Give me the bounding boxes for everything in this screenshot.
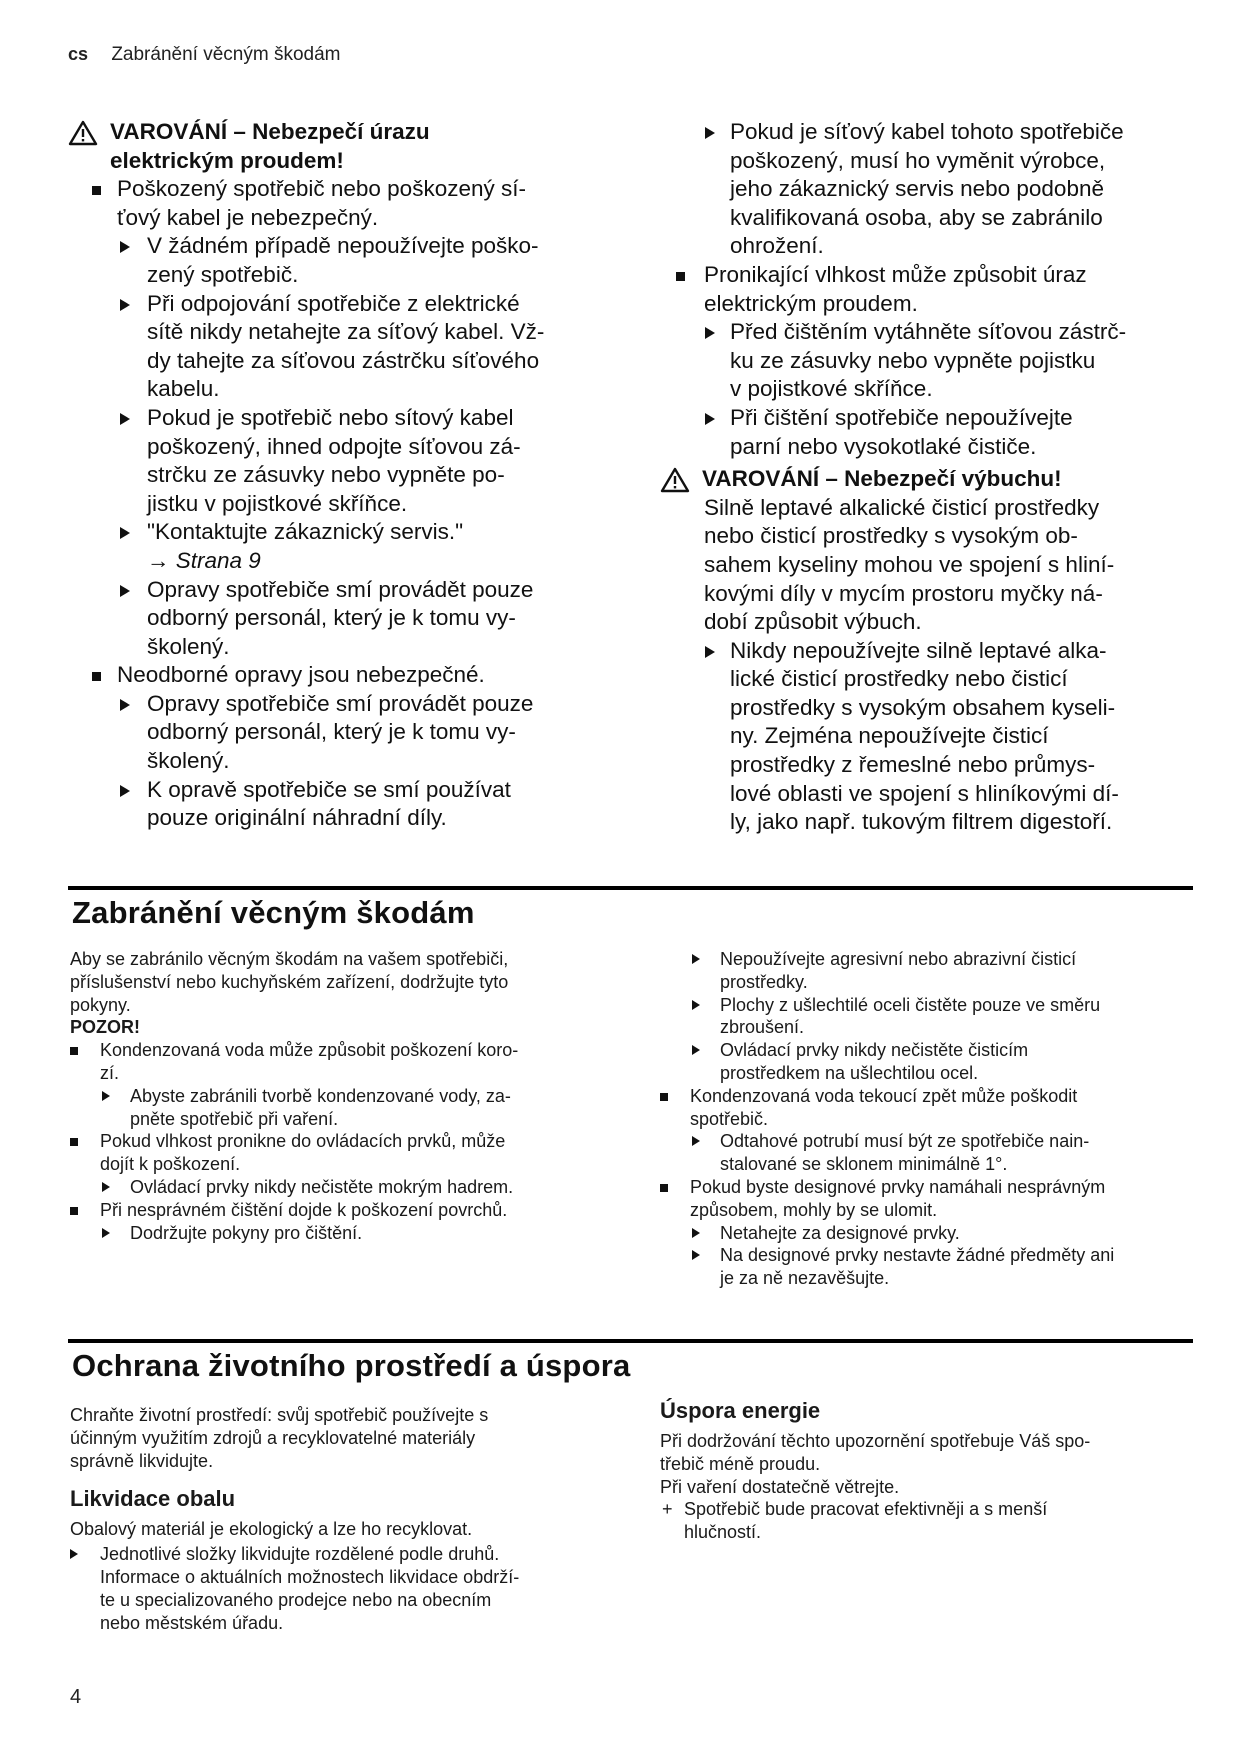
language-code: cs — [68, 44, 89, 64]
section-divider — [68, 1339, 1193, 1343]
damage-intro: Aby se zabránilo věcným škodám na vašem spotřebiči, příslušenství nebo kuchyňském zařízení, dodržujte tyto pokyny. — [70, 949, 509, 1015]
triangle-bullet-icon — [120, 527, 130, 539]
list-item: Poškozený spotřebič nebo poškozený sí- ťový kabel je nebezpečný. — [68, 175, 628, 232]
warning-explosion-body: Silně leptavé alkalické čisticí prostředky nebo čisticí prostředky s vysokým ob- sahem kyseliny mohou ve spojení s hliní- kovými díly v mycím prostoru myčky ná- dobí způsobit výbuch. — [704, 494, 1115, 635]
list-item: Pronikající vlhkost může způsobit úraz elektrickým proudem. — [680, 261, 1200, 318]
list-subitem: V žádném případě nepoužívejte poško- zený spotřebič. — [68, 232, 628, 289]
list-subitem: Při čištění spotřebiče nepoužívejte parní nebo vysokotlaké čističe. — [680, 404, 1200, 461]
square-bullet-icon — [660, 1184, 668, 1192]
list-item: Kondenzovaná voda může způsobit poškození koro- zí. — [70, 1039, 610, 1085]
caution-label: POZOR! — [70, 1017, 140, 1038]
plus-icon: + — [662, 1499, 673, 1520]
list-subitem: Nepoužívejte agresivní nebo abrazivní čisticí prostředky. — [660, 948, 1200, 994]
triangle-bullet-icon — [102, 1182, 110, 1192]
list-subitem: Pokud je síťový kabel tohoto spotřebiče poškozený, musí ho vyměnit výrobce, jeho zákaznický servis nebo podobně kvalifikovaná osoba, aby se zabránilo ohrožení. — [680, 118, 1200, 261]
page-reference-link[interactable] — [68, 547, 628, 576]
list-subitem: Opravy spotřebiče smí provádět pouze odborný personál, který je k tomu vy- školený. — [68, 576, 628, 662]
list-item: Pokud vlhkost pronikne do ovládacích prvků, může dojít k poškození. — [70, 1130, 610, 1176]
triangle-bullet-icon — [120, 413, 130, 425]
environment-intro: Chraňte životní prostředí: svůj spotřebič používejte s účinným využitím zdrojů a recyklovatelné materiály správně likvidujte. — [70, 1405, 489, 1471]
list-subitem: Netahejte za designové prvky. — [660, 1222, 1200, 1245]
energy-text: Při dodržování těchto upozornění spotřebuje Váš spo- třebič méně proudu. Při vaření dostatečně větrejte. — [660, 1431, 1091, 1497]
list-item: Pokud byste designové prvky namáhali nesprávným způsobem, mohly by se ulomit. — [660, 1176, 1200, 1222]
warning-triangle-icon — [68, 120, 98, 146]
triangle-bullet-icon — [692, 1250, 700, 1260]
list-subitem: Při odpojování spotřebiče z elektrické sítě nikdy netahejte za síťový kabel. Vž- dy tahejte za síťovou zástrčku síťového kabelu. — [68, 290, 628, 404]
list-item: Při nesprávném čištění dojde k poškození povrchů. — [70, 1199, 610, 1222]
list-subitem: Ovládací prvky nikdy nečistěte čisticím prostředkem na ušlechtilou ocel. — [660, 1039, 1200, 1085]
list-subitem: Na designové prvky nestavte žádné předměty ani je za ně nezavěšujte. — [660, 1244, 1200, 1290]
triangle-bullet-icon — [102, 1228, 110, 1238]
packaging-text: Obalový materiál je ekologický a lze ho recyklovat. — [70, 1519, 473, 1540]
triangle-bullet-icon — [692, 1045, 700, 1055]
list-subitem: K opravě spotřebiče se smí používat pouze originální náhradní díly. — [68, 776, 628, 833]
triangle-bullet-icon — [692, 954, 700, 964]
environment-left-column — [70, 1404, 610, 1634]
arrow-right-icon: → — [147, 547, 170, 573]
list-subitem: Odtahové potrubí musí být ze spotřebiče nain- stalované se sklonem minimálně 1°. — [660, 1130, 1200, 1176]
page-number: 4 — [70, 1686, 82, 1708]
list-item: Neodborné opravy jsou nebezpečné. — [68, 661, 628, 690]
triangle-bullet-icon — [120, 699, 130, 711]
list-subitem: Dodržujte pokyny pro čištění. — [70, 1222, 610, 1245]
list-item: Kondenzovaná voda tekoucí zpět může poškodit spotřebič. — [660, 1085, 1200, 1131]
triangle-bullet-icon — [705, 646, 715, 658]
list-subitem: Abyste zabránili tvorbě kondenzované vody, za- pněte spotřebič při vaření. — [70, 1085, 610, 1131]
square-bullet-icon — [70, 1207, 78, 1215]
section-heading-damage: Zabránění věcným škodám — [72, 895, 475, 930]
damage-left-column — [70, 948, 610, 1244]
square-bullet-icon — [70, 1138, 78, 1146]
list-subitem: Jednotlivé složky likvidujte rozdělené podle druhů. Informace o aktuálních možnostech likvidace obdrží- te u specializovaného prodejce nebo na obecním nebo městském úřadu. — [70, 1543, 610, 1634]
running-header — [68, 44, 340, 66]
list-subitem: Před čištěním vytáhněte síťovou zástrč- ku ze zásuvky nebo vypněte pojistku v pojistkové skříňce. — [680, 318, 1200, 404]
triangle-bullet-icon — [120, 241, 130, 253]
warning-electric-title: VAROVÁNÍ – Nebezpečí úrazu elektrickým proudem! — [68, 118, 628, 175]
triangle-bullet-icon — [70, 1549, 78, 1559]
square-bullet-icon — [676, 272, 685, 281]
triangle-bullet-icon — [102, 1091, 110, 1101]
running-section-title: Zabránění věcným škodám — [111, 44, 341, 65]
square-bullet-icon — [92, 672, 101, 681]
section-divider — [68, 886, 1193, 890]
list-subitem: Nikdy nepoužívejte silně leptavé alka- lické čisticí prostředky nebo čisticí prostředky s vysokým obsahem kyseli- ny. Zejména nepoužívejte čisticí prostředky z řemeslné nebo průmys- lové oblasti ve spojení s hliníkovými dí- ly, jako např. tukovým filtrem digestoří. — [680, 637, 1200, 837]
warning-explosion-title: VAROVÁNÍ – Nebezpečí výbuchu! — [660, 465, 1200, 494]
triangle-bullet-icon — [705, 413, 715, 425]
triangle-bullet-icon — [692, 1000, 700, 1010]
square-bullet-icon — [70, 1047, 78, 1055]
list-subitem: "Kontaktujte zákaznický servis." — [68, 518, 628, 547]
list-subitem: Ovládací prvky nikdy nečistěte mokrým hadrem. — [70, 1176, 610, 1199]
triangle-bullet-icon — [692, 1228, 700, 1238]
triangle-bullet-icon — [120, 585, 130, 597]
triangle-bullet-icon — [705, 327, 715, 339]
square-bullet-icon — [92, 186, 101, 195]
subheading-packaging: Likvidace obalu — [70, 1486, 236, 1512]
section-heading-environment: Ochrana životního prostředí a úspora — [72, 1348, 631, 1383]
damage-right-column — [660, 948, 1200, 1290]
warning-electric-left — [68, 118, 628, 833]
triangle-bullet-icon — [692, 1136, 700, 1146]
warning-triangle-icon — [660, 467, 690, 493]
triangle-bullet-icon — [120, 785, 130, 797]
warning-electric-right — [680, 118, 1200, 837]
list-subitem: Opravy spotřebiče smí provádět pouze odborný personál, který je k tomu vy- školený. — [68, 690, 628, 776]
page-reference-label[interactable]: Strana 9 — [175, 547, 261, 573]
subheading-energy: Úspora energie — [660, 1398, 821, 1423]
list-subitem: Pokud je spotřebič nebo sítový kabel poškozený, ihned odpojte síťovou zá- strčku ze zásuvky nebo vypněte po- jistku v pojistkové skříňce. — [68, 404, 628, 518]
list-subitem: Plochy z ušlechtilé oceli čistěte pouze ve směru zbroušení. — [660, 994, 1200, 1040]
result-item: + Spotřebič bude pracovat efektivněji a s menší hlučností. — [662, 1499, 1048, 1543]
square-bullet-icon — [660, 1093, 668, 1101]
environment-right-column — [660, 1398, 1200, 1544]
triangle-bullet-icon — [705, 127, 715, 139]
triangle-bullet-icon — [120, 299, 130, 311]
